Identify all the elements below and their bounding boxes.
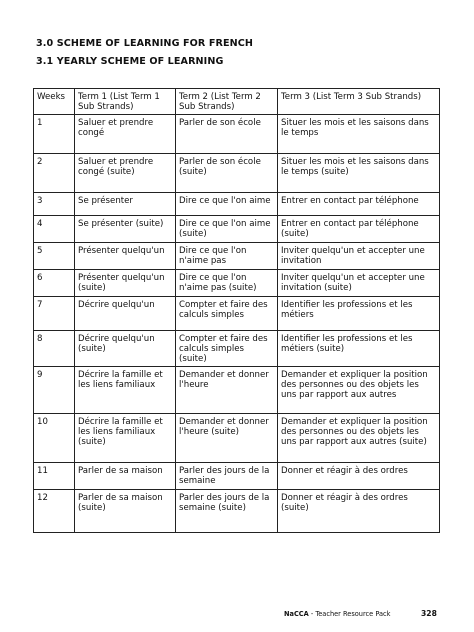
- term-2-cell: Demander et donner l'heure (suite): [176, 414, 278, 463]
- term-3-cell: Donner et réagir à des ordres: [278, 463, 440, 490]
- term-1-cell: Présenter quelqu'un: [75, 243, 176, 270]
- term-2-cell: Parler de son école: [176, 115, 278, 154]
- header-term-2: Term 2 (List Term 2 Sub Strands): [176, 89, 278, 115]
- table-row: [34, 414, 440, 463]
- table-row: [34, 331, 440, 367]
- table-row: [34, 154, 440, 193]
- week-cell: 3: [34, 193, 75, 216]
- table-header-row: [34, 89, 440, 115]
- term-1-cell: Parler de sa maison: [75, 463, 176, 490]
- term-1-cell: Décrire quelqu'un: [75, 297, 176, 331]
- term-3-cell: Entrer en contact par téléphone: [278, 193, 440, 216]
- footer-title: [284, 610, 391, 618]
- footer-pack-title: - Teacher Resource Pack: [308, 610, 391, 618]
- term-1-cell: Décrire la famille et les liens familiaux (suite): [75, 414, 176, 463]
- term-2-cell: Compter et faire des calculs simples: [176, 297, 278, 331]
- week-cell: 5: [34, 243, 75, 270]
- week-cell: 4: [34, 216, 75, 243]
- term-1-cell: Décrire quelqu'un (suite): [75, 331, 176, 367]
- week-cell: 8: [34, 331, 75, 367]
- table-row: [34, 115, 440, 154]
- table-row: [34, 367, 440, 414]
- subsection-heading: 3.1 YEARLY SCHEME OF LEARNING: [36, 56, 224, 67]
- term-1-cell: Saluer et prendre congé: [75, 115, 176, 154]
- term-2-cell: Parler des jours de la semaine: [176, 463, 278, 490]
- term-3-cell: Demander et expliquer la position des personnes ou des objets les uns par rapport aux autres (suite): [278, 414, 440, 463]
- term-3-cell: Inviter quelqu'un et accepter une invitation: [278, 243, 440, 270]
- term-3-cell: Situer les mois et les saisons dans le temps: [278, 115, 440, 154]
- header-term-3: Term 3 (List Term 3 Sub Strands): [278, 89, 440, 115]
- table-row: [34, 243, 440, 270]
- term-3-cell: Entrer en contact par téléphone (suite): [278, 216, 440, 243]
- term-3-cell: Donner et réagir à des ordres (suite): [278, 490, 440, 533]
- term-3-cell: Situer les mois et les saisons dans le temps (suite): [278, 154, 440, 193]
- table-row: [34, 216, 440, 243]
- term-2-cell: Compter et faire des calculs simples (suite): [176, 331, 278, 367]
- week-cell: 11: [34, 463, 75, 490]
- week-cell: 7: [34, 297, 75, 331]
- term-2-cell: Parler de son école (suite): [176, 154, 278, 193]
- term-1-cell: Présenter quelqu'un (suite): [75, 270, 176, 297]
- scheme-of-learning-table: [33, 88, 440, 533]
- section-heading: 3.0 SCHEME OF LEARNING FOR FRENCH: [36, 38, 254, 49]
- term-1-cell: Parler de sa maison (suite): [75, 490, 176, 533]
- term-1-cell: Se présenter (suite): [75, 216, 176, 243]
- page-number: 328: [421, 609, 437, 618]
- table-row: [34, 270, 440, 297]
- term-1-cell: Se présenter: [75, 193, 176, 216]
- term-1-cell: Décrire la famille et les liens familiaux: [75, 367, 176, 414]
- term-3-cell: Identifier les professions et les métiers: [278, 297, 440, 331]
- term-3-cell: Identifier les professions et les métiers (suite): [278, 331, 440, 367]
- term-2-cell: Dire ce que l'on n'aime pas (suite): [176, 270, 278, 297]
- footer-publisher: NaCCA: [284, 610, 309, 618]
- term-2-cell: Demander et donner l'heure: [176, 367, 278, 414]
- header-term-1: Term 1 (List Term 1 Sub Strands): [75, 89, 176, 115]
- term-2-cell: Parler des jours de la semaine (suite): [176, 490, 278, 533]
- term-3-cell: Inviter quelqu'un et accepter une invitation (suite): [278, 270, 440, 297]
- term-2-cell: Dire ce que l'on n'aime pas: [176, 243, 278, 270]
- week-cell: 2: [34, 154, 75, 193]
- term-1-cell: Saluer et prendre congé (suite): [75, 154, 176, 193]
- term-3-cell: Demander et expliquer la position des personnes ou des objets les uns par rapport aux autres: [278, 367, 440, 414]
- week-cell: 9: [34, 367, 75, 414]
- table-row: [34, 463, 440, 490]
- week-cell: 6: [34, 270, 75, 297]
- header-weeks: Weeks: [34, 89, 75, 115]
- table-row: [34, 193, 440, 216]
- table-row: [34, 297, 440, 331]
- week-cell: 1: [34, 115, 75, 154]
- week-cell: 10: [34, 414, 75, 463]
- term-2-cell: Dire ce que l'on aime: [176, 193, 278, 216]
- week-cell: 12: [34, 490, 75, 533]
- table-row: [34, 490, 440, 533]
- term-2-cell: Dire ce que l'on aime (suite): [176, 216, 278, 243]
